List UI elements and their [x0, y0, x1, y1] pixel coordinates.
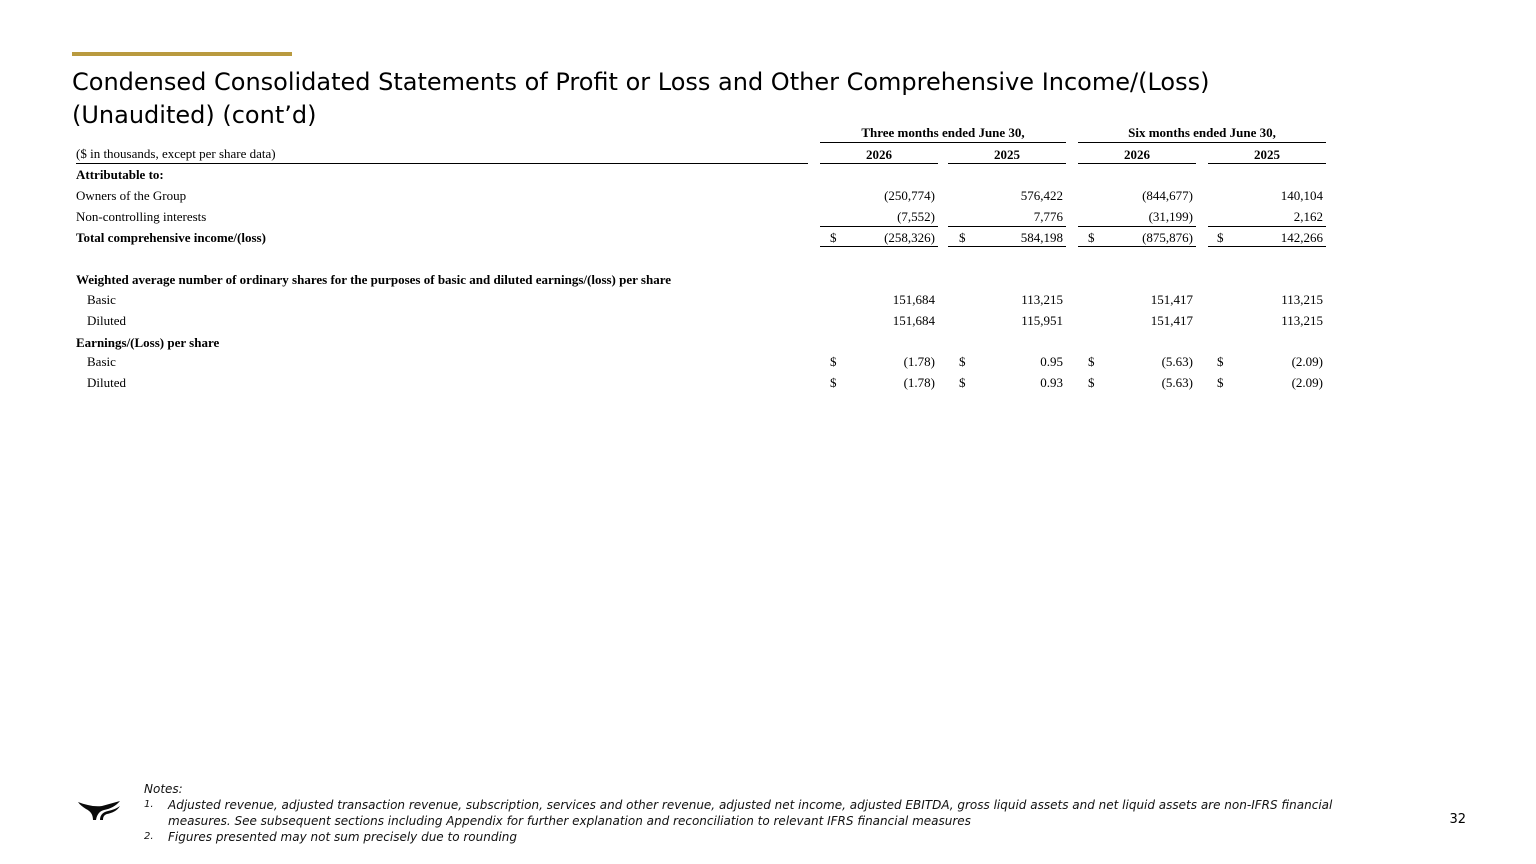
table-cell: 151,684 [892, 292, 935, 307]
table-cell: 0.95 [1040, 354, 1063, 369]
total-rule [1078, 246, 1196, 247]
footnote-number: 2. [144, 831, 154, 842]
currency-symbol: $ [1217, 354, 1224, 369]
header-rule [1208, 163, 1326, 164]
table-cell: (1.78) [903, 375, 935, 390]
row-label: Basic [87, 292, 116, 307]
page-number: 32 [1449, 812, 1466, 827]
page-title-line-1: Condensed Consolidated Statements of Profit or Loss and Other Comprehensive Income/(Loss) [72, 68, 1210, 96]
currency-symbol: $ [1217, 375, 1224, 390]
currency-symbol: $ [830, 230, 837, 245]
page-title-line-2: (Unaudited) (cont’d) [72, 101, 317, 129]
footnote-text: Figures presented may not sum precisely due to rounding [168, 830, 518, 844]
row-label: Diluted [87, 313, 126, 328]
year-header: 2026 [866, 147, 892, 162]
table-cell: 2,162 [1293, 209, 1323, 224]
currency-symbol: $ [959, 354, 966, 369]
total-row-label: Total comprehensive income/(loss) [76, 230, 266, 245]
table-cell: 113,215 [1021, 292, 1063, 307]
subtotal-rule [1078, 226, 1196, 227]
table-cell: 140,104 [1280, 188, 1323, 203]
year-header: 2025 [994, 147, 1020, 162]
table-cell: 151,417 [1150, 292, 1193, 307]
financial-table [0, 0, 1536, 420]
table-cell: (31,199) [1148, 209, 1193, 224]
currency-symbol: $ [1217, 230, 1224, 245]
subtotal-rule [948, 226, 1066, 227]
table-cell: 115,951 [1021, 313, 1063, 328]
currency-symbol: $ [830, 375, 837, 390]
footnote-item [144, 797, 1374, 829]
table-cell: (1.78) [903, 354, 935, 369]
company-logo-icon [76, 798, 122, 824]
header-rule [820, 163, 938, 164]
section-label-attributable: Attributable to: [76, 167, 164, 182]
row-label: Owners of the Group [76, 188, 187, 203]
table-cell: (5.63) [1161, 354, 1193, 369]
total-cell: 142,266 [1280, 230, 1323, 245]
currency-symbol: $ [1088, 354, 1095, 369]
total-cell: 584,198 [1020, 230, 1063, 245]
table-cell: (2.09) [1291, 375, 1323, 390]
total-cell: (875,876) [1142, 230, 1193, 245]
period-header-underline [820, 142, 1066, 143]
footnotes [144, 781, 1374, 845]
row-label: Diluted [87, 375, 126, 390]
footnote-item [144, 829, 1374, 845]
header-rule [948, 163, 1066, 164]
footnote-number: 1. [144, 799, 154, 810]
currency-symbol: $ [959, 230, 966, 245]
table-cell: 113,215 [1281, 313, 1323, 328]
total-cell: (258,326) [884, 230, 935, 245]
table-cell: (250,774) [884, 188, 935, 203]
row-label: Basic [87, 354, 116, 369]
table-cell: (844,677) [1142, 188, 1193, 203]
table-cell: 576,422 [1020, 188, 1063, 203]
subtotal-rule [1208, 226, 1326, 227]
currency-symbol: $ [1088, 375, 1095, 390]
notes-heading: Notes: [144, 782, 183, 796]
table-cell: 151,417 [1150, 313, 1193, 328]
table-cell: 7,776 [1033, 209, 1063, 224]
period-header-six-months: Six months ended June 30, [1128, 125, 1276, 140]
currency-symbol: $ [1088, 230, 1095, 245]
year-header: 2025 [1254, 147, 1280, 162]
table-cell: 0.93 [1040, 375, 1063, 390]
header-rule [76, 163, 808, 164]
section-label-weighted-average: Weighted average number of ordinary shares for the purposes of basic and diluted earnings/(loss) per share [76, 272, 672, 287]
period-header-underline [1078, 142, 1326, 143]
footnote-text: Adjusted revenue, adjusted transaction revenue, subscription, services and other revenue, adjusted net income, adjusted EBITDA, gross liquid assets and net liquid assets are non-IFRS financial measures. See subsequent sections including Appendix for further explanation and reconciliation to relevant IFRS financial measures [168, 798, 1333, 828]
row-label: Non-controlling interests [76, 209, 207, 224]
section-label-eps: Earnings/(Loss) per share [76, 335, 220, 350]
table-cell: 151,684 [892, 313, 935, 328]
total-rule [820, 246, 938, 247]
table-cell: (7,552) [897, 209, 935, 224]
total-rule [1208, 246, 1326, 247]
header-rule [1078, 163, 1196, 164]
total-rule [948, 246, 1066, 247]
table-cell: (2.09) [1291, 354, 1323, 369]
subtotal-rule [820, 226, 938, 227]
table-cell: (5.63) [1161, 375, 1193, 390]
table-cell: 113,215 [1281, 292, 1323, 307]
currency-symbol: $ [830, 354, 837, 369]
currency-symbol: $ [959, 375, 966, 390]
period-header-three-months: Three months ended June 30, [861, 125, 1025, 140]
year-header: 2026 [1124, 147, 1150, 162]
units-label: ($ in thousands, except per share data) [76, 146, 276, 161]
